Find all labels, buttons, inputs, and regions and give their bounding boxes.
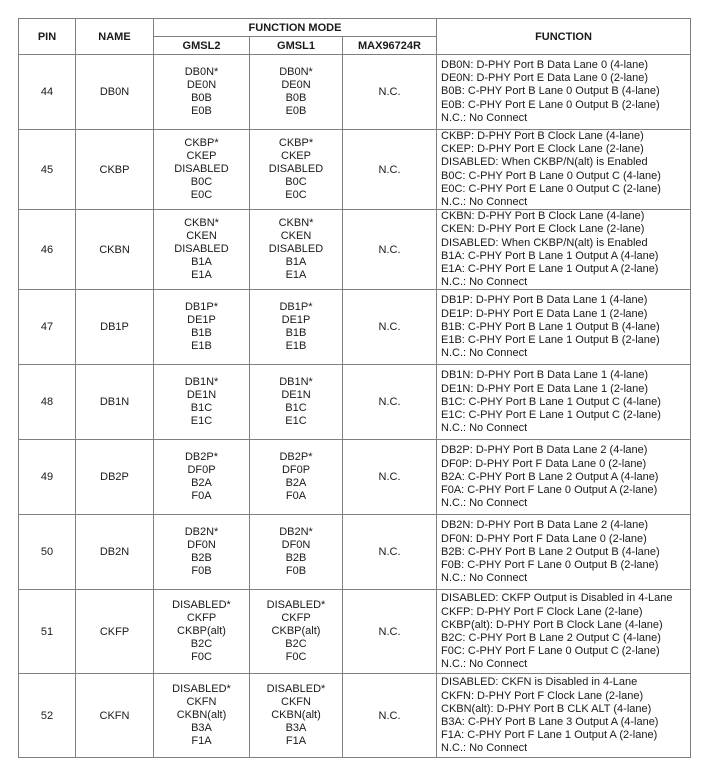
gmsl1-cell-line: CKEP <box>281 150 311 163</box>
gmsl2-cell <box>154 515 250 590</box>
function-cell-line: DE0N: D-PHY Port E Data Lane 0 (2-lane) <box>441 72 649 85</box>
function-cell <box>437 515 691 590</box>
gmsl2-cell-line: F1A <box>191 735 212 748</box>
gmsl2-cell <box>154 590 250 674</box>
function-cell-line: DISABLED: CKFP Output is Disabled in 4-Lane <box>441 592 673 605</box>
gmsl2-cell <box>154 130 250 210</box>
gmsl1-cell-line: CKFN <box>281 696 311 709</box>
function-cell-line: N.C.: No Connect <box>441 276 528 289</box>
gmsl1-cell-line: B1A <box>285 256 307 269</box>
function-cell-line: CKFN: D-PHY Port F Clock Lane (2-lane) <box>441 689 644 702</box>
function-cell-line: B1C: C-PHY Port B Lane 1 Output C (4-lane) <box>441 395 661 408</box>
gmsl2-cell-line: DISABLED* <box>172 599 231 612</box>
gmsl2-cell-line: E0B <box>191 105 212 117</box>
gmsl2-cell-line: DB2N* <box>184 526 219 539</box>
gmsl1-cell-line: DB1N* <box>279 376 313 389</box>
table-row <box>19 55 691 130</box>
function-cell-line: DE1N: D-PHY Port E Data Lane 1 (2-lane) <box>441 382 649 395</box>
gmsl2-cell-line: CKBP(alt) <box>177 625 226 638</box>
gmsl1-cell <box>250 674 343 758</box>
function-cell-line: E1B: C-PHY Port E Lane 1 Output B (2-lane) <box>441 334 660 347</box>
gmsl1-cell-line: B3A <box>285 722 307 735</box>
gmsl1-cell-line: DE1N <box>281 389 311 402</box>
gmsl2-cell-line: CKBN(alt) <box>176 709 227 722</box>
gmsl2-cell-line: B3A <box>191 722 212 735</box>
gmsl1-cell-line: DB2N* <box>279 526 313 539</box>
function-cell-line: DB2N: D-PHY Port B Data Lane 2 (4-lane) <box>441 519 649 532</box>
gmsl2-cell-line: DE1P <box>187 314 216 327</box>
header-name: NAME <box>76 19 154 55</box>
gmsl1-cell-line: B0C <box>285 176 307 189</box>
gmsl1-cell <box>250 55 343 130</box>
gmsl2-cell <box>154 210 250 290</box>
gmsl1-cell-line: DISABLED <box>268 163 324 176</box>
pin-cell: 47 <box>19 290 76 365</box>
name-cell: CKBN <box>76 210 154 290</box>
gmsl2-cell-line: DF0N <box>187 539 216 552</box>
gmsl1-cell <box>250 590 343 674</box>
gmsl2-cell-line: B2C <box>190 638 213 651</box>
name-cell: CKFP <box>76 590 154 674</box>
gmsl2-cell-line: E1A <box>191 269 212 282</box>
gmsl2-cell <box>154 290 250 365</box>
gmsl2-cell-line: DB1P* <box>184 301 219 314</box>
function-cell <box>437 590 691 674</box>
gmsl1-cell-line: F1A <box>285 735 307 748</box>
gmsl1-cell-line: CKBP(alt) <box>271 625 321 638</box>
gmsl2-cell-line: E1B <box>191 340 212 353</box>
header-gmsl1: GMSL1 <box>250 37 343 55</box>
table-row <box>19 130 691 210</box>
gmsl1-cell <box>250 515 343 590</box>
function-cell-line: CKBP: D-PHY Port B Clock Lane (4-lane) <box>441 130 644 142</box>
function-cell <box>437 210 691 290</box>
function-cell-line: B2A: C-PHY Port B Lane 2 Output A (4-lane) <box>441 470 659 483</box>
max96724r-cell: N.C. <box>343 210 437 290</box>
gmsl2-cell-line: CKBP* <box>184 137 219 150</box>
function-cell-line: N.C.: No Connect <box>441 347 528 360</box>
gmsl2-cell-line: DISABLED <box>174 243 229 256</box>
function-cell-line: N.C.: No Connect <box>441 742 528 755</box>
gmsl1-cell-line: F0B <box>285 565 307 578</box>
function-cell-line: B2C: C-PHY Port B Lane 2 Output C (4-lane) <box>441 631 661 644</box>
name-cell: DB1P <box>76 290 154 365</box>
gmsl1-cell-line: CKBN(alt) <box>271 709 321 722</box>
header-function: FUNCTION <box>437 19 691 55</box>
function-cell-line: E1C: C-PHY Port E Lane 1 Output C (2-lane) <box>441 409 661 422</box>
function-cell-line: B0C: C-PHY Port B Lane 0 Output C (4-lane) <box>441 169 661 182</box>
function-cell-line: E1A: C-PHY Port E Lane 1 Output A (2-lane) <box>441 263 659 276</box>
function-cell-line: F1A: C-PHY Port F Lane 1 Output A (2-lane) <box>441 729 658 742</box>
function-cell-line: DISABLED: CKFN is Disabled in 4-Lane <box>441 676 638 689</box>
function-cell-line: DB1P: D-PHY Port B Data Lane 1 (4-lane) <box>441 294 648 307</box>
name-cell: DB1N <box>76 365 154 440</box>
gmsl1-cell-line: B2C <box>285 638 307 651</box>
gmsl1-cell-line: CKBN* <box>278 217 314 230</box>
function-cell-line: N.C.: No Connect <box>441 422 528 435</box>
function-cell <box>437 674 691 758</box>
function-cell-line: B1A: C-PHY Port B Lane 1 Output A (4-lane) <box>441 249 659 262</box>
name-cell: CKBP <box>76 130 154 210</box>
gmsl1-cell-line: DB2P* <box>279 451 313 464</box>
gmsl2-cell-line: DE0N <box>186 79 217 91</box>
gmsl1-cell-line: CKBP* <box>278 137 314 150</box>
function-cell-line: B2B: C-PHY Port B Lane 2 Output B (4-lane) <box>441 545 660 558</box>
function-cell-line: F0A: C-PHY Port F Lane 0 Output A (2-lane) <box>441 484 658 497</box>
function-cell <box>437 130 691 210</box>
function-cell-line: CKBN: D-PHY Port B Clock Lane (4-lane) <box>441 210 645 223</box>
gmsl2-cell-line: CKFP <box>186 612 217 625</box>
name-cell: CKFN <box>76 674 154 758</box>
gmsl1-cell-line: F0A <box>285 490 307 503</box>
gmsl2-cell <box>154 440 250 515</box>
gmsl2-cell-line: DB0N* <box>184 66 219 78</box>
header-function-mode: FUNCTION MODE <box>154 19 437 37</box>
gmsl1-cell-line: B2B <box>285 552 307 565</box>
gmsl1-cell-line: DF0N <box>281 539 311 552</box>
gmsl1-cell-line: E1C <box>285 415 307 428</box>
gmsl2-cell-line: B1C <box>190 402 213 415</box>
pin-cell: 50 <box>19 515 76 590</box>
gmsl2-cell-line: B0B <box>191 92 212 104</box>
gmsl2-cell-line: CKBN* <box>184 217 219 230</box>
gmsl1-cell-line: B1C <box>285 402 307 415</box>
header-gmsl2: GMSL2 <box>154 37 250 55</box>
max96724r-cell: N.C. <box>343 674 437 758</box>
function-cell-line: N.C.: No Connect <box>441 196 528 209</box>
pin-cell: 48 <box>19 365 76 440</box>
gmsl1-cell-line: E0C <box>285 189 307 202</box>
pin-cell: 51 <box>19 590 76 674</box>
pin-function-table <box>18 18 691 758</box>
gmsl2-cell-line: B2B <box>191 552 212 565</box>
gmsl2-cell-line: CKFN <box>186 696 217 709</box>
table-row <box>19 290 691 365</box>
gmsl1-cell-line: B0B <box>285 92 307 104</box>
max96724r-cell: N.C. <box>343 515 437 590</box>
gmsl2-cell <box>154 674 250 758</box>
gmsl2-cell-line: DISABLED* <box>172 683 231 696</box>
gmsl2-cell-line: DISABLED <box>174 163 229 176</box>
gmsl1-cell <box>250 290 343 365</box>
gmsl2-cell-line: DE1N <box>186 389 217 402</box>
function-cell-line: CKEP: D-PHY Port E Clock Lane (2-lane) <box>441 143 644 156</box>
function-cell-line: F0B: C-PHY Port F Lane 0 Output B (2-lane) <box>441 559 659 572</box>
function-cell <box>437 440 691 515</box>
pin-cell: 45 <box>19 130 76 210</box>
pin-cell: 44 <box>19 55 76 130</box>
table-row <box>19 440 691 515</box>
gmsl2-cell-line: B1A <box>191 256 212 269</box>
header-pin: PIN <box>19 19 76 55</box>
gmsl1-cell <box>250 440 343 515</box>
table-row <box>19 590 691 674</box>
function-cell-line: N.C.: No Connect <box>441 497 528 510</box>
function-cell <box>437 55 691 130</box>
function-cell-line: DISABLED: When CKBP/N(alt) is Enabled <box>441 156 648 169</box>
max96724r-cell: N.C. <box>343 365 437 440</box>
function-cell <box>437 365 691 440</box>
function-cell-line: E0C: C-PHY Port E Lane 0 Output C (2-lane) <box>441 182 661 195</box>
function-cell-line: CKEN: D-PHY Port E Clock Lane (2-lane) <box>441 223 645 236</box>
table-row <box>19 515 691 590</box>
gmsl2-cell-line: CKEP <box>186 150 217 163</box>
function-cell-line: B3A: C-PHY Port B Lane 3 Output A (4-lane) <box>441 715 659 728</box>
gmsl2-cell-line: F0A <box>191 490 212 503</box>
gmsl1-cell-line: DISABLED <box>268 243 324 256</box>
gmsl2-cell-line: F0C <box>191 651 212 664</box>
max96724r-cell: N.C. <box>343 590 437 674</box>
function-cell-line: DB0N: D-PHY Port B Data Lane 0 (4-lane) <box>441 58 649 71</box>
gmsl2-cell-line: E1C <box>190 415 213 428</box>
table-row <box>19 210 691 290</box>
gmsl1-cell-line: CKEN <box>280 230 312 243</box>
function-cell-line: N.C.: No Connect <box>441 572 528 585</box>
gmsl1-cell-line: DF0P <box>281 464 311 477</box>
name-cell: DB2N <box>76 515 154 590</box>
function-cell-line: B0B: C-PHY Port B Lane 0 Output B (4-lane) <box>441 85 660 98</box>
gmsl1-cell-line: DB1P* <box>279 301 313 314</box>
table-body <box>19 55 691 758</box>
gmsl1-cell <box>250 210 343 290</box>
function-cell-line: CKBP(alt): D-PHY Port B Clock Lane (4-lane) <box>441 618 663 631</box>
function-cell-line: DISABLED: When CKBP/N(alt) is Enabled <box>441 236 648 249</box>
gmsl1-cell-line: F0C <box>285 651 307 664</box>
max96724r-cell: N.C. <box>343 440 437 515</box>
gmsl2-cell <box>154 55 250 130</box>
name-cell: DB2P <box>76 440 154 515</box>
function-cell-line: N.C.: No Connect <box>441 111 528 124</box>
function-cell-line: DB2P: D-PHY Port B Data Lane 2 (4-lane) <box>441 444 648 457</box>
gmsl1-cell-line: DB0N* <box>279 66 313 78</box>
gmsl2-cell-line: B0C <box>190 176 213 189</box>
gmsl2-cell <box>154 365 250 440</box>
function-cell-line: DB1N: D-PHY Port B Data Lane 1 (4-lane) <box>441 369 649 382</box>
gmsl1-cell <box>250 130 343 210</box>
gmsl2-cell-line: B1B <box>191 327 212 340</box>
gmsl1-cell-line: CKFP <box>281 612 311 625</box>
gmsl1-cell-line: DE1P <box>281 314 311 327</box>
gmsl2-cell-line: CKEN <box>186 230 217 243</box>
function-cell-line: CKFP: D-PHY Port F Clock Lane (2-lane) <box>441 605 643 618</box>
function-cell-line: DF0N: D-PHY Port F Data Lane 0 (2-lane) <box>441 532 647 545</box>
pin-cell: 52 <box>19 674 76 758</box>
gmsl2-cell-line: E0C <box>190 189 213 202</box>
gmsl1-cell-line: DE0N <box>281 79 311 91</box>
table-row <box>19 674 691 758</box>
max96724r-cell: N.C. <box>343 55 437 130</box>
max96724r-cell: N.C. <box>343 290 437 365</box>
gmsl2-cell-line: DF0P <box>187 464 216 477</box>
function-cell-line: F0C: C-PHY Port F Lane 0 Output C (2-lane) <box>441 645 660 658</box>
gmsl1-cell <box>250 365 343 440</box>
function-cell-line: B1B: C-PHY Port B Lane 1 Output B (4-lane) <box>441 320 660 333</box>
pin-cell: 46 <box>19 210 76 290</box>
gmsl2-cell-line: B2A <box>191 477 212 490</box>
gmsl1-cell-line: B2A <box>285 477 307 490</box>
gmsl2-cell-line: DB2P* <box>184 451 219 464</box>
function-cell-line: DE1P: D-PHY Port E Data Lane 1 (2-lane) <box>441 307 648 320</box>
function-cell-line: DF0P: D-PHY Port F Data Lane 0 (2-lane) <box>441 457 647 470</box>
name-cell: DB0N <box>76 55 154 130</box>
gmsl1-cell-line: E0B <box>285 105 307 117</box>
function-cell-line: N.C.: No Connect <box>441 658 528 671</box>
function-cell <box>437 290 691 365</box>
gmsl2-cell-line: F0B <box>191 565 212 578</box>
gmsl1-cell-line: B1B <box>285 327 307 340</box>
pin-cell: 49 <box>19 440 76 515</box>
table-row <box>19 365 691 440</box>
gmsl1-cell-line: DISABLED* <box>266 599 326 612</box>
gmsl1-cell-line: E1B <box>285 340 307 353</box>
gmsl1-cell-line: DISABLED* <box>266 683 326 696</box>
function-cell-line: CKBN(alt): D-PHY Port B CLK ALT (4-lane) <box>441 702 652 715</box>
function-cell-line: E0B: C-PHY Port E Lane 0 Output B (2-lane) <box>441 98 660 111</box>
gmsl2-cell-line: DB1N* <box>184 376 219 389</box>
header-max96724r: MAX96724R <box>343 37 437 55</box>
max96724r-cell: N.C. <box>343 130 437 210</box>
gmsl1-cell-line: E1A <box>285 269 307 282</box>
